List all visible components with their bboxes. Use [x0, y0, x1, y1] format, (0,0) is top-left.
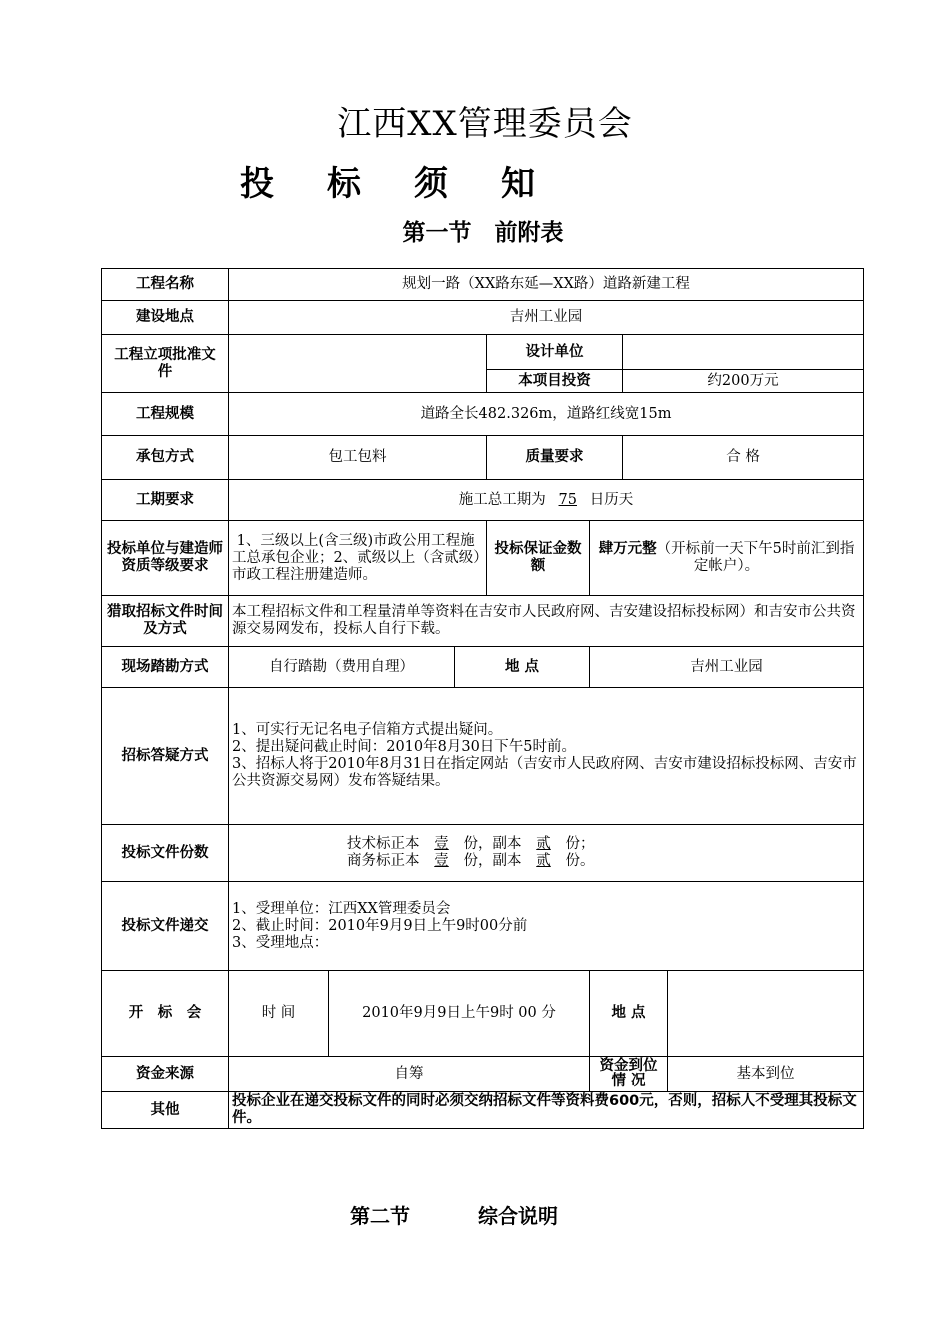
table-row — [102, 480, 864, 521]
duration-value — [229, 480, 864, 521]
table-row — [102, 1092, 864, 1129]
other-value: 投标企业在递交投标文件的同时必须交纳招标文件等资料费600元，否则，招标人不受理其投标文件。 — [229, 1092, 864, 1129]
copies-biz-orig: 壹 — [434, 853, 449, 869]
doc-title-char: 须 — [414, 164, 448, 204]
table-row — [102, 971, 864, 1057]
qualification-value: 1、三级以上(含三级)市政公用工程施工总承包企业；2、贰级以上（含贰级）市政工程注册建造师。 — [229, 521, 487, 596]
table-row — [102, 688, 864, 825]
doc-title-char: 投 — [240, 164, 274, 204]
other-label: 其他 — [102, 1092, 229, 1129]
copies-label: 投标文件份数 — [102, 825, 229, 882]
qa-value — [229, 688, 864, 825]
investment-value: 约200万元 — [623, 370, 864, 393]
bond-note: （开标前一天下午5时前汇到指定帐户）。 — [656, 541, 855, 574]
table-row — [102, 596, 864, 647]
docs-obtain-value: 本工程招标文件和工程量清单等资料在吉安市人民政府网、吉安建设招标投标网）和吉安市公共资源交易网发布，投标人自行下载。 — [229, 596, 864, 647]
quality-label: 质量要求 — [487, 436, 623, 480]
section2-number: 第二节 — [350, 1204, 410, 1228]
opening-place-value — [668, 971, 864, 1057]
bond-value — [590, 521, 864, 596]
approval-value — [229, 335, 487, 393]
project-name-value: 规划一路（XX路东延—XX路）道路新建工程 — [229, 269, 864, 301]
section2-title — [350, 1200, 558, 1229]
table-row — [102, 647, 864, 688]
duration-label: 工期要求 — [102, 480, 229, 521]
copies-tech-copy: 贰 — [536, 836, 551, 852]
submission-value — [229, 882, 864, 971]
table-row — [102, 269, 864, 301]
bond-label: 投标保证金数额 — [487, 521, 590, 596]
scale-value: 道路全长482.326m，道路红线宽15m — [229, 393, 864, 436]
table-row — [102, 301, 864, 335]
appendix-table — [101, 268, 864, 1129]
doc-title-char: 标 — [327, 164, 361, 204]
table-row — [102, 882, 864, 971]
table-row — [102, 436, 864, 480]
project-name-label: 工程名称 — [102, 269, 229, 301]
arrival-value: 基本到位 — [668, 1057, 864, 1092]
copies-biz-line — [347, 853, 860, 870]
duration-post: 日历天 — [589, 491, 634, 508]
qa-line: 1、可实行无记名电子信箱方式提出疑问。 — [232, 722, 503, 738]
copies-biz-mid: 份，副本 — [463, 853, 522, 869]
table-row — [102, 335, 864, 370]
site-visit-label: 现场踏勘方式 — [102, 647, 229, 688]
submission-line: 1、受理单位：江西XX管理委员会 — [232, 900, 451, 917]
investment-label: 本项目投资 — [487, 370, 623, 393]
approval-label: 工程立项批准文 件 — [102, 335, 229, 393]
doc-title — [240, 156, 588, 205]
copies-tech-pre: 技术标正本 — [347, 836, 420, 852]
qualification-label: 投标单位与建造师资质等级要求 — [102, 521, 229, 596]
table-row — [102, 825, 864, 882]
scale-label: 工程规模 — [102, 393, 229, 436]
arrival-label: 资金到位情 况 — [590, 1057, 668, 1092]
copies-tech-line — [347, 836, 860, 853]
copies-tech-mid: 份，副本 — [463, 836, 522, 852]
table-row — [102, 1057, 864, 1092]
funding-label: 资金来源 — [102, 1057, 229, 1092]
opening-time-label: 时 间 — [229, 971, 329, 1057]
copies-biz-pre: 商务标正本 — [347, 853, 420, 869]
location-value: 吉州工业园 — [229, 301, 864, 335]
doc-title-char: 知 — [501, 164, 535, 204]
funding-value: 自筹 — [229, 1057, 590, 1092]
design-unit-label: 设计单位 — [487, 335, 623, 370]
bond-amount: 肆万元整 — [598, 541, 657, 557]
copies-tech-orig: 壹 — [434, 836, 449, 852]
site-visit-value: 自行踏勘（费用自理） — [229, 647, 455, 688]
duration-days: 75 — [558, 491, 577, 508]
table-row — [102, 521, 864, 596]
copies-tech-post: 份； — [565, 836, 595, 852]
docs-obtain-label: 猎取招标文件时间及方式 — [102, 596, 229, 647]
copies-biz-copy: 贰 — [536, 853, 551, 869]
contract-label: 承包方式 — [102, 436, 229, 480]
quality-value: 合 格 — [623, 436, 864, 480]
design-unit-value — [623, 335, 864, 370]
copies-biz-post: 份。 — [565, 853, 595, 869]
submission-line: 3、受理地点： — [232, 934, 329, 951]
contract-value: 包工包料 — [229, 436, 487, 480]
submission-label: 投标文件递交 — [102, 882, 229, 971]
table-row — [102, 393, 864, 436]
section2-name: 综合说明 — [478, 1204, 558, 1228]
submission-line: 2、截止时间：2010年9月9日上午9时00分前 — [232, 917, 528, 934]
qa-line: 2、提出疑问截止时间：2010年8月30日下午5时前。 — [232, 739, 577, 755]
copies-value — [229, 825, 864, 882]
section1-title: 第一节 前附表 — [402, 220, 564, 246]
opening-time-value: 2010年9月9日上午9时 00 分 — [329, 971, 590, 1057]
site-place-label: 地 点 — [455, 647, 590, 688]
location-label: 建设地点 — [102, 301, 229, 335]
org-title: 江西XX管理委员会 — [337, 104, 633, 144]
site-place-value: 吉州工业园 — [590, 647, 864, 688]
qa-line: 3、招标人将于2010年8月31日在指定网站（吉安市人民政府网、吉安市建设招标投标网、吉安市公共资源交易网）发布答疑结果。 — [232, 756, 857, 789]
opening-place-label: 地 点 — [590, 971, 668, 1057]
duration-pre: 施工总工期为 — [458, 491, 546, 508]
opening-label: 开 标 会 — [102, 971, 229, 1057]
qa-label: 招标答疑方式 — [102, 688, 229, 825]
